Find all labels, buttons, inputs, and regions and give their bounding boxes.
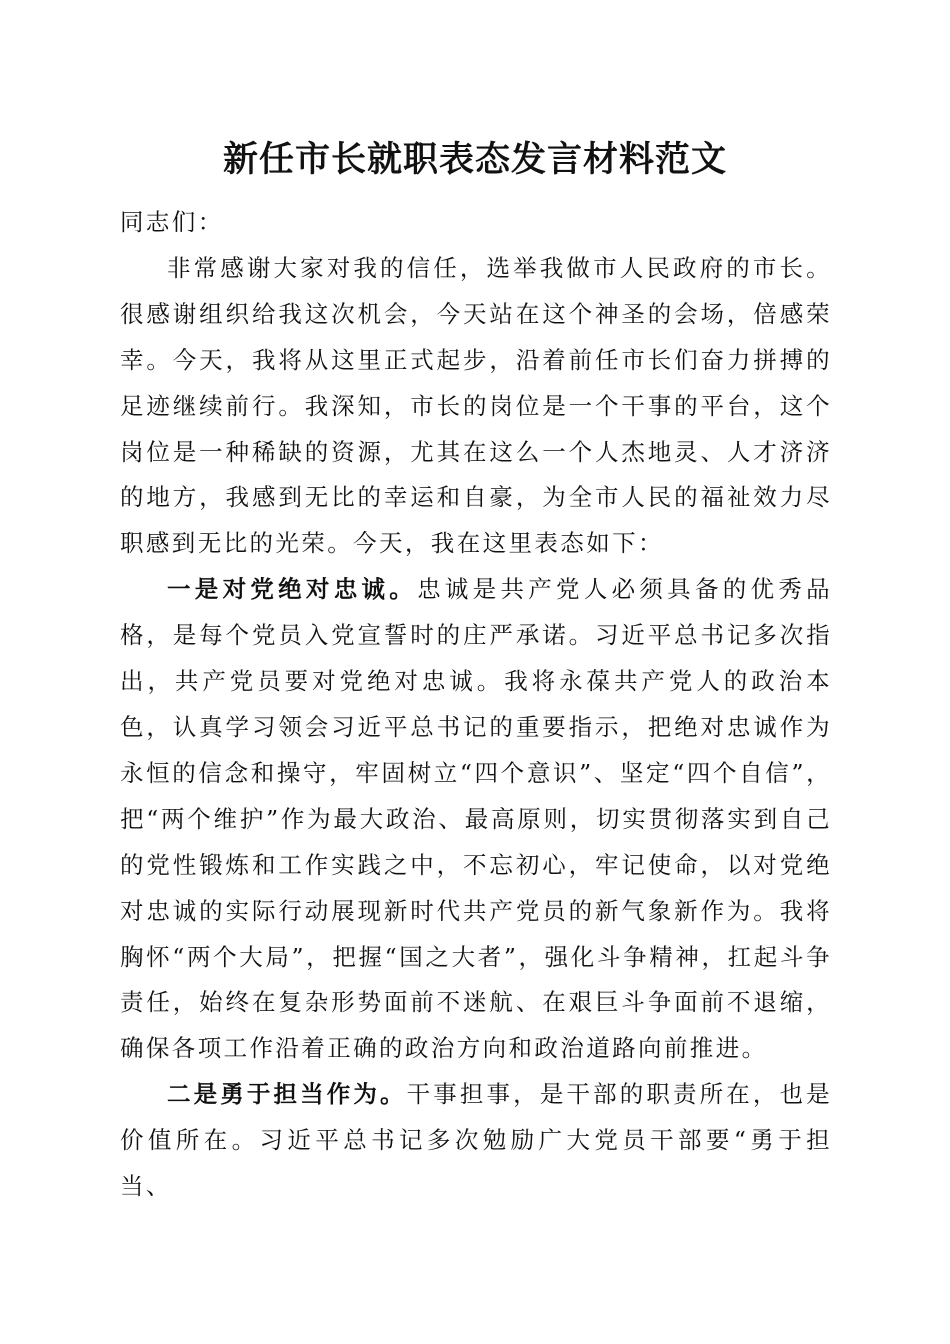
paragraph-lead: 二是勇于担当作为。 <box>167 1080 407 1109</box>
paragraph-text: 干事担事，是干部的职责所在，也是价值所在。习近平总书记多次勉励广大党员干部要“勇于担当、 <box>120 1080 832 1201</box>
paragraph-responsibility <box>120 1072 832 1210</box>
paragraph-intro <box>120 246 832 567</box>
paragraph-text: 忠诚是共产党人必须具备的优秀品格，是每个党员入党宣誓时的庄严承诺。习近平总书记多次指出，共产党员要对党绝对忠诚。我将永葆共产党人的政治本色，认真学习领会习近平总书记的重要指示，把绝对忠诚作为永恒的信念和操守，牢固树立“四个意识”、坚定“四个自信”，把“两个维护”作为最大政治、最高原则，切实贯彻落实到自己的党性锻炼和工作实践之中，不忘初心，牢记使命，以对党绝对忠诚的实际行动展现新时代共产党员的新气象新作为。我将胸怀“两个大局”，把握“国之大者”，强化斗争精神，扛起斗争责任，始终在复杂形势面前不迷航、在艰巨斗争面前不退缩，确保各项工作沿着正确的政治方向和政治道路向前推进。 <box>120 575 833 1063</box>
salutation: 同志们： <box>120 208 224 236</box>
document-body <box>120 200 832 1210</box>
paragraph-text: 非常感谢大家对我的信任，选举我做市人民政府的市长。很感谢组织给我这次机会，今天站在这个神圣的会场，倍感荣幸。今天，我将从这里正式起步，沿着前任市长们奋力拼搏的足迹继续前行。我深知，市长的岗位是一个干事的平台，这个岗位是一种稀缺的资源，尤其在这么一个人杰地灵、人才济济的地方，我感到无比的幸运和自豪，为全市人民的福祉效力尽职感到无比的光荣。今天，我在这里表态如下： <box>120 253 832 558</box>
paragraph-loyalty <box>120 567 832 1072</box>
document-title: 新任市长就职表态发言材料范文 <box>222 139 727 180</box>
paragraph-lead: 一是对党绝对忠诚。 <box>167 575 418 604</box>
